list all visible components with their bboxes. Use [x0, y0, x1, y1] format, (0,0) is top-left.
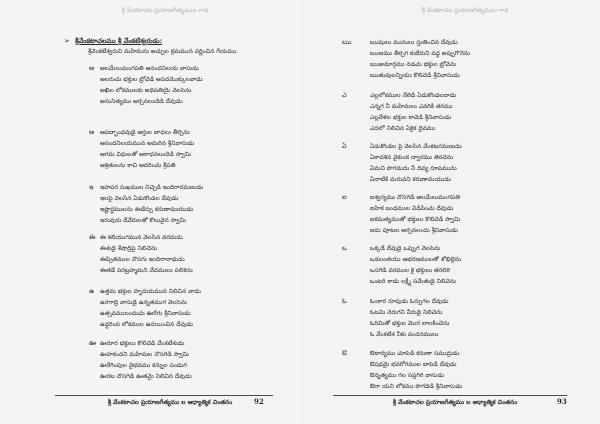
verse-line: ఒడలంతయు ఆభరణములతో శోభిల్లెను [370, 256, 462, 263]
verse-line: ఈప్సితముల నొసగు ఇందిరానాథుడు [100, 256, 185, 263]
stanza-13 [342, 348, 517, 394]
page-number-right: 93 [557, 397, 567, 406]
footer-divider [55, 395, 273, 396]
verse-line: ఋణము తీర్చగ కుబేరుని వద్ద అప్పుగొనెను [370, 50, 471, 57]
stanza-lines [370, 192, 508, 236]
verse-line: ఉత్సవములందుచు ఊరేగు శ్రీనివాసుడు [100, 310, 191, 317]
verse-line: ఆపద్బాంధవుడై ఆర్తుల బాధలు తీర్చెను [100, 129, 190, 136]
stanza-label: ఒ [342, 244, 347, 252]
stanza-label: ఇ [89, 183, 94, 191]
verse-line: ఏడుకొండల పై వెలసిన వేంకటరమణుడు [370, 143, 462, 150]
stanza-label: ఐ [342, 193, 347, 201]
verse-line: ఇరువురు దేవేరులతో కొలువైన స్వామి [100, 217, 186, 224]
stanza-lines [370, 243, 508, 287]
right-page [300, 0, 600, 424]
stanza-lines [370, 90, 508, 134]
verse-line: అలరుచు భక్తుల బ్రోచెడి ఆపదమొక్కులవాడు [100, 76, 203, 83]
stanza-10 [342, 192, 517, 238]
footer-title-left: శ్రీ వేంకటాచల ప్రయాణగీత్యము ల ఆధ్యాత్మిక చింతనం [107, 399, 233, 406]
verse-line: ఊరూర భక్తులు కొలిచెడి వేంకటేశుడు [100, 340, 185, 347]
verse-line: ఎల్లవేళల భక్తుల కాచెడి శ్రీనివాసుడు [370, 114, 452, 121]
verse-line: ఉరగాద్రి వాసుడై ఉన్నతముగ వెలసెను [100, 299, 188, 306]
verse-line: ఐకమత్యముతో భక్తులు కొలిచెడి స్వామి [370, 216, 461, 223]
verse-line: ఎన్నగ నీ మహిమలు ఎవరికి తరము [370, 103, 453, 110]
verse-line: ఓ వేంకటేశ నీకు వందనములు [370, 331, 439, 338]
verse-line: ఉత్తమ భక్తుల హృదయమున నిలిచిన వాడు [100, 288, 201, 295]
verse-line: ఇష్టార్థములను ఈడేర్చు కరుణామయుడు [100, 206, 194, 213]
arrow-bullet-icon: ➢ [64, 37, 70, 45]
verse-line: అలమేలుమంగపతి ఆనందనిలయ వాసుడు [100, 65, 199, 72]
stanza-label: అ [89, 64, 95, 72]
running-header-left: శ్రీ వేంకటాచల ప్రయాణగీత్యముల గాథ [121, 7, 209, 14]
stanza-3 [89, 182, 254, 228]
stanza-label: ఔ [342, 349, 347, 357]
verse-line: ఎదలో నిలిచిన ఏకైక దైవము [370, 125, 436, 132]
stanza-label: ఆ [89, 128, 95, 136]
verse-line: ఆగమ విధులతో ఆరాధనలందెడి స్వామి [100, 151, 192, 158]
verse-line: ఋషులు మునులు స్తుతించిన దేవుడు [370, 39, 458, 46]
verse-line: ఇహపర సుఖముల నిచ్చెడి ఇందిరారమణుడు [100, 184, 204, 191]
section-heading: శ్రీవేంకటాచలము శ్రీ వేంకటేశ్వరుడు: [75, 37, 163, 45]
verse-line: ఋజుమార్గము నడచు భక్తుల బ్రోచెను [370, 61, 457, 68]
section-intro: శ్రీవెంకటేశ్వరుని మహిమను అచ్చుల క్రమమున వర్ణించిన గేయము. [88, 48, 238, 55]
verse-line: ఊరట నొసగెడి ఊతమై నిలిచిన దేవుడు [100, 373, 192, 380]
verse-line: ఔదార్యము చూపెడి కరుణా సముద్రుడు [370, 350, 460, 357]
running-header-right: శ్రీ వేంకటాచల ప్రయాణగీత్యముల గాథ [421, 7, 509, 14]
verse-line: ఏమని పొగడుదు నీ దివ్య రూపమును [370, 165, 457, 172]
verse-line: ఈ కలియుగమున వెలసిన వరదుడు [100, 234, 183, 241]
stanza-lines [100, 63, 250, 107]
stanza-lines [100, 182, 250, 226]
stanza-lines [100, 127, 250, 171]
verse-line: ఈతడే పరబ్రహ్మమని వేదములు పలికెను [100, 267, 193, 274]
stanza-1 [89, 63, 254, 109]
verse-line: ఆశ్రితులను కాచి ఆదరించు శ్రీపతి [100, 162, 176, 169]
stanza-label: ఎ [342, 91, 347, 99]
stanza-label: ఓ [342, 297, 347, 305]
stanza-11 [342, 243, 517, 289]
stanza-lines [370, 348, 508, 392]
stanza-8 [342, 90, 517, 136]
stanza-9 [342, 141, 517, 187]
verse-line: ఏకాదశిన వైకుంఠ ద్వారము తెరచెను [370, 154, 454, 161]
stanza-label: ఋ [342, 38, 352, 46]
verse-line: ఐదు పూటల అర్చనలందు శ్రీనివాసుడు [370, 227, 459, 234]
stanza-5 [89, 286, 254, 332]
verse-line: ఊరేగింపుల వైభవము కన్నుల పండుగ [100, 362, 187, 369]
verse-line: ఔన్నత్యము గల సప్తగిరి వాసుడు [370, 372, 445, 379]
stanza-2 [89, 127, 254, 173]
stanza-lines [100, 286, 250, 330]
stanza-label: ఈ [89, 233, 96, 241]
verse-line: ఋతువులన్నియు కొలిచెడి శ్రీనివాసుడు [370, 72, 460, 79]
verse-line: ఐశ్వర్యము నొసగెడి అలమేలుమంగపతి [370, 194, 460, 201]
stanza-7 [342, 37, 517, 83]
verse-line: ఔషధమై భవరోగముల బాపెడి దేవుడు [370, 361, 457, 368]
verse-line: అఖిల లోకములకు అధిపతియై వెలసెను [100, 87, 192, 94]
stanza-lines [370, 37, 508, 81]
verse-line: ఒక్కడే దేవుడై ఒప్పుగ వెలసెను [370, 245, 441, 252]
stanza-lines [370, 296, 508, 340]
verse-line: ఉద్ధరింప లోకముల ఉదయించిన దేవుడు [100, 321, 193, 328]
footer-title-right: శ్రీ వేంకటాచల ప్రయాణగీత్యము ల ఆధ్యాత్మిక చింతనం [392, 399, 518, 406]
stanza-12 [342, 296, 517, 342]
verse-line: ఈశుడై శేషాద్రిపై నిలిచెను [100, 245, 158, 252]
stanza-label: ఊ [89, 339, 97, 347]
stanza-lines [100, 338, 250, 382]
verse-line: ఓరిమితో భక్తుల మొర లాలకించెను [370, 320, 450, 327]
page-number-left: 92 [254, 397, 264, 406]
verse-line: ఏనాటికి మరువని కరుణామయుడు [370, 176, 451, 183]
verse-line: అనునిత్యము అర్చనలందెడి దేవుడు [100, 98, 183, 105]
verse-line: ఊహకందని మహిమల నొసగెడి స్వామి [100, 351, 189, 358]
stanza-lines [100, 232, 250, 276]
verse-line: ఐహిక బంధముల విడిపించు దేవుడు [370, 205, 454, 212]
verse-line: ఎల్లలోకముల నేలెడి ఏడుకొండలవాడు [370, 92, 457, 99]
stanza-label: ఉ [89, 287, 95, 295]
stanza-label: ఏ [342, 142, 347, 150]
section-heading-row [64, 36, 264, 46]
verse-line: ఔరా యని లోకము పొగడెడి శ్రీనివాసుడు [370, 383, 463, 390]
stanza-4 [89, 232, 254, 278]
stanza-lines [370, 141, 508, 185]
verse-line: ఒంటరి కాడు లక్ష్మీ సమేతుడై నిలిచెను [370, 278, 457, 285]
verse-line: ఆనందనిలయమున అమరిన శ్రీనివాసుడు [100, 140, 195, 147]
verse-line: ఒసగెడి వరముల కై భక్తులు తరలిరి [370, 267, 451, 274]
verse-line: ఓటమి నెరుగని వీరుడై నిలిచెను [370, 309, 443, 316]
footer-divider [333, 395, 567, 396]
stanza-6 [89, 338, 254, 384]
verse-line: ఓంకార రూపుడు ఓర్పుగల దేవుడు [370, 298, 449, 305]
verse-line: ఇలపై వెలసిన ఏడుకొండల దేవుడు [100, 195, 179, 202]
